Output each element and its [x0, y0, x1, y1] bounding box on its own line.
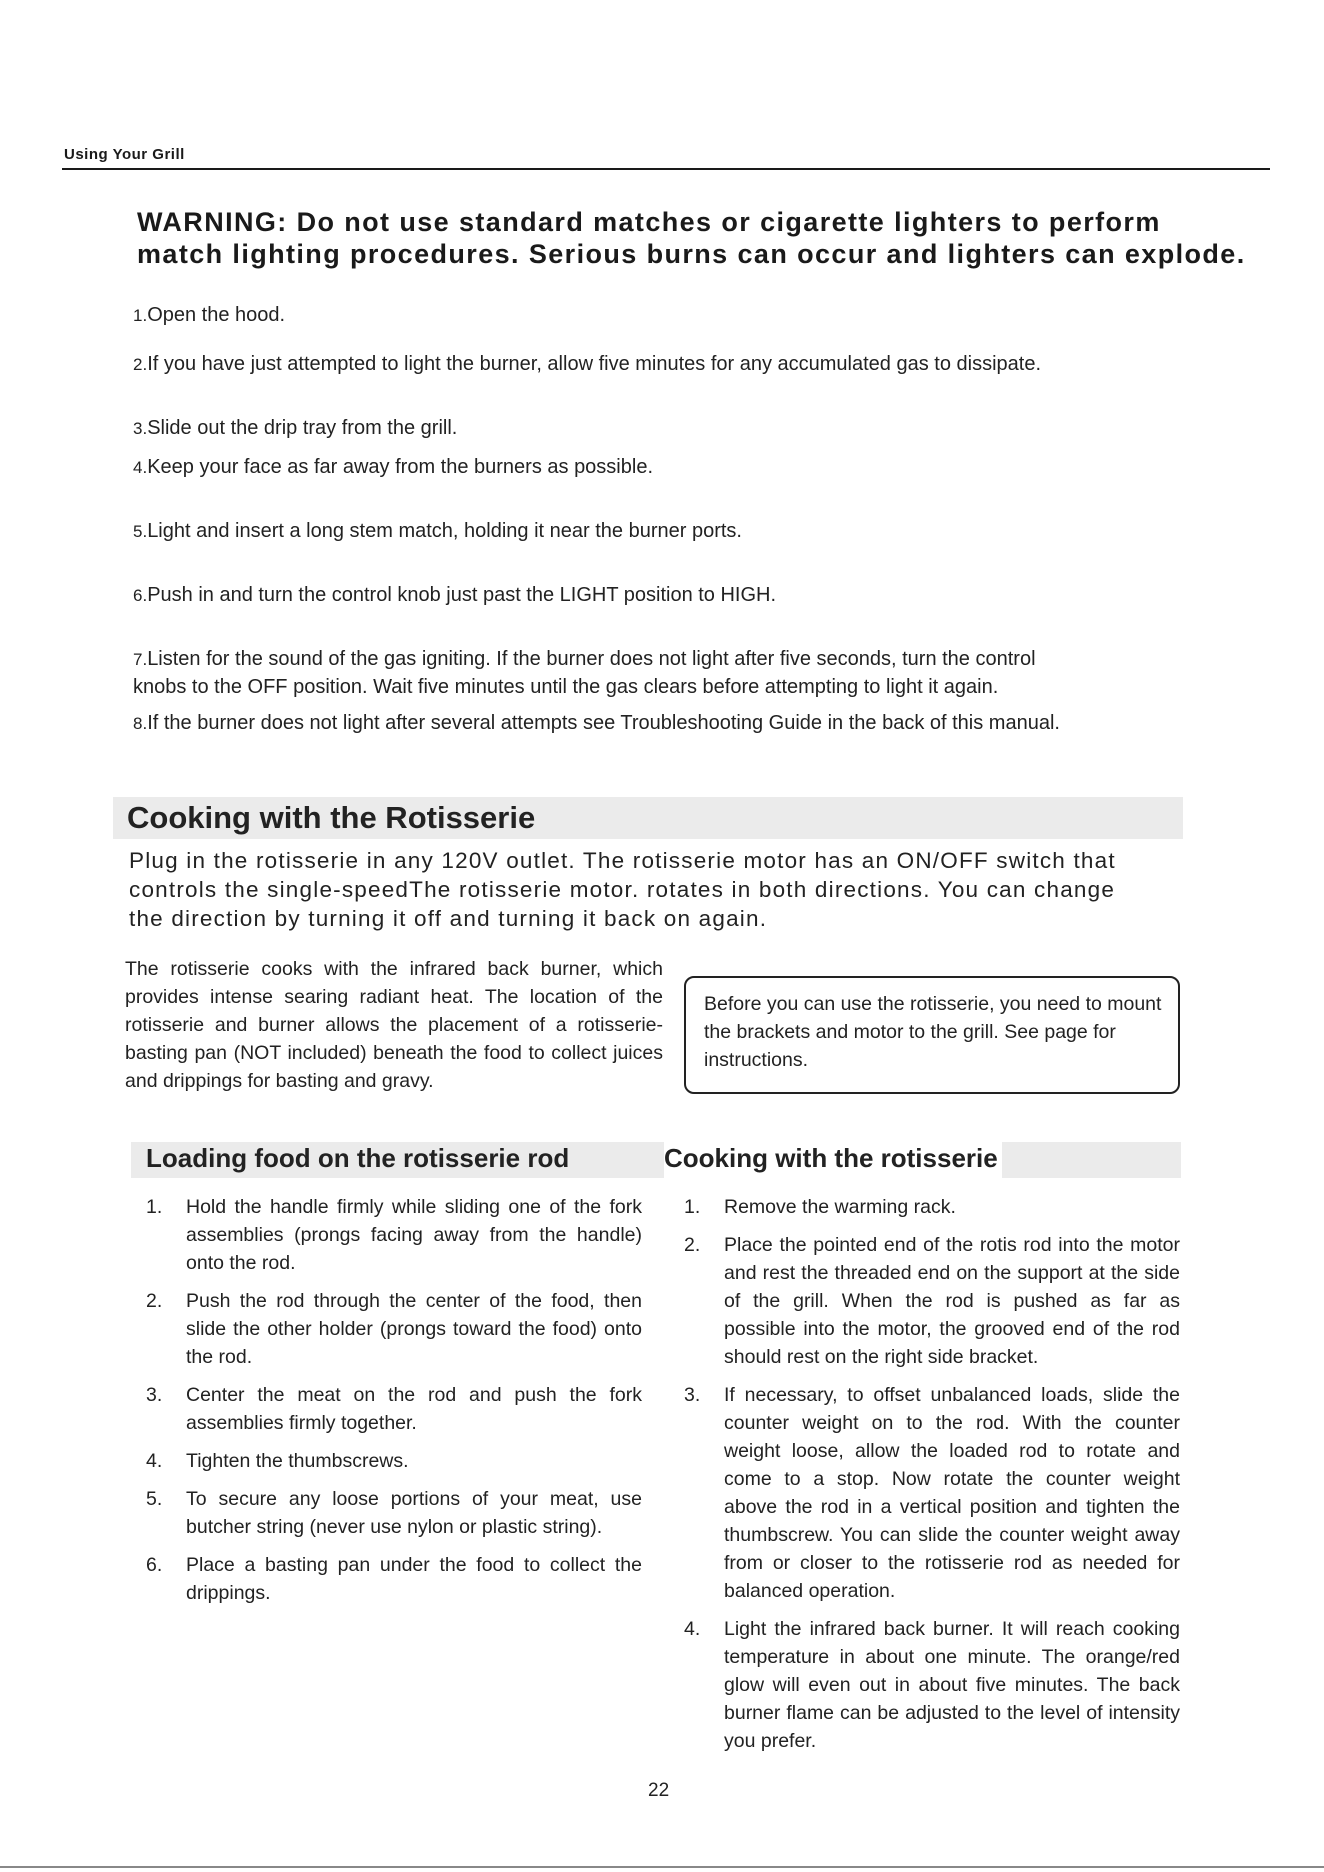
list-item: 6. Place a basting pan under the food to collect the drippings. [146, 1554, 642, 1604]
cooking-list [684, 1193, 1180, 1765]
loading-subsection-title: Loading food on the rotisserie rod [146, 1143, 570, 1173]
list-item: 3. Center the meat on the rod and push the fork assemblies firmly together. [146, 1384, 642, 1434]
rotisserie-description: The rotisserie cooks with the infrared back burner, which provides intense searing radiant heat. The location of the rotisserie and burner allows the placement of a rotisserie-basting pan (NOT included) beneath the food to collect juices and drippings for basting and gravy. [125, 958, 663, 1092]
list-item: 2. Place the pointed end of the rotis rod into the motor and rest the threaded end on the support at the side of the grill. When the rod is pushed as far as possible into the motor, the grooved end of the rod should rest on the right side bracket. [684, 1234, 1180, 1368]
list-item: 3. If necessary, to offset unbalanced loads, slide the counter weight on to the rod. With the counter weight loose, allow the loaded rod to rotate and come to a stop. Now rotate the counter weight above the rod in a vertical position and tighten the thumbscrew. You can slide the counter weight away from or closer to the rotisserie rod as needed for balanced operation. [684, 1384, 1180, 1602]
list-item: 4. Light the infrared back burner. It will reach cooking temperature in about one minute. The orange/red glow will even out in about five minutes. The back burner flame can be adjusted to the level of intensity you prefer. [684, 1618, 1180, 1752]
warning-line-2: match lighting procedures. Serious burns can occur and lighters can explode. [137, 239, 1246, 269]
loading-list [146, 1193, 642, 1617]
page-number: 22 [648, 1780, 670, 1801]
section-title: Cooking with the Rotisserie [127, 800, 536, 835]
list-item: 1. Hold the handle firmly while sliding one of the fork assemblies (prongs facing away from the handle) onto the rod. [146, 1196, 642, 1274]
list-item: 5. To secure any loose portions of your meat, use butcher string (never use nylon or plastic string). [146, 1488, 642, 1538]
step-item: 7.Listen for the sound of the gas igniting. If the burner does not light after five seconds, turn the control [133, 648, 1036, 670]
header-rule [62, 168, 1270, 170]
step-item-continued: knobs to the OFF position. Wait five minutes until the gas clears before attempting to light it again. [133, 676, 999, 698]
bottom-rule [0, 1866, 1324, 1868]
intro-line: Plug in the rotisserie in any 120V outlet. The rotisserie motor has an ON/OFF switch that [129, 848, 1116, 873]
step-item: 1.Open the hood. [133, 304, 286, 326]
warning-block [137, 206, 1247, 270]
intro-line: the direction by turning it off and turning it back on again. [129, 906, 768, 931]
warning-line-1: WARNING: Do not use standard matches or cigarette lighters to perform [137, 207, 1161, 237]
step-item: 2.If you have just attempted to light the burner, allow five minutes for any accumulated gas to dissipate. [133, 353, 1042, 375]
step-item: 3.Slide out the drip tray from the grill. [133, 417, 458, 439]
rotisserie-intro [129, 846, 1209, 933]
step-item: 8.If the burner does not light after several attempts see Troubleshooting Guide in the back of this manual. [133, 712, 1060, 734]
list-item: 1. Remove the warming rack. [684, 1196, 956, 1218]
cooking-subsection-title: Cooking with the rotisserie [664, 1138, 1002, 1178]
step-item: 4.Keep your face as far away from the burners as possible. [133, 456, 653, 478]
section-header-label: Using Your Grill [64, 146, 185, 163]
list-item: 2. Push the rod through the center of the food, then slide the other holder (prongs toward the food) onto the rod. [146, 1290, 642, 1368]
list-item: 4. Tighten the thumbscrews. [146, 1450, 409, 1472]
mounting-callout-box: Before you can use the rotisserie, you need to mount the brackets and motor to the grill. See page for instructions. [684, 976, 1180, 1094]
step-item: 5.Light and insert a long stem match, holding it near the burner ports. [133, 520, 742, 542]
step-item: 6.Push in and turn the control knob just past the LIGHT position to HIGH. [133, 584, 777, 606]
intro-line: controls the single-speedThe rotisserie motor. rotates in both directions. You can change [129, 877, 1116, 902]
